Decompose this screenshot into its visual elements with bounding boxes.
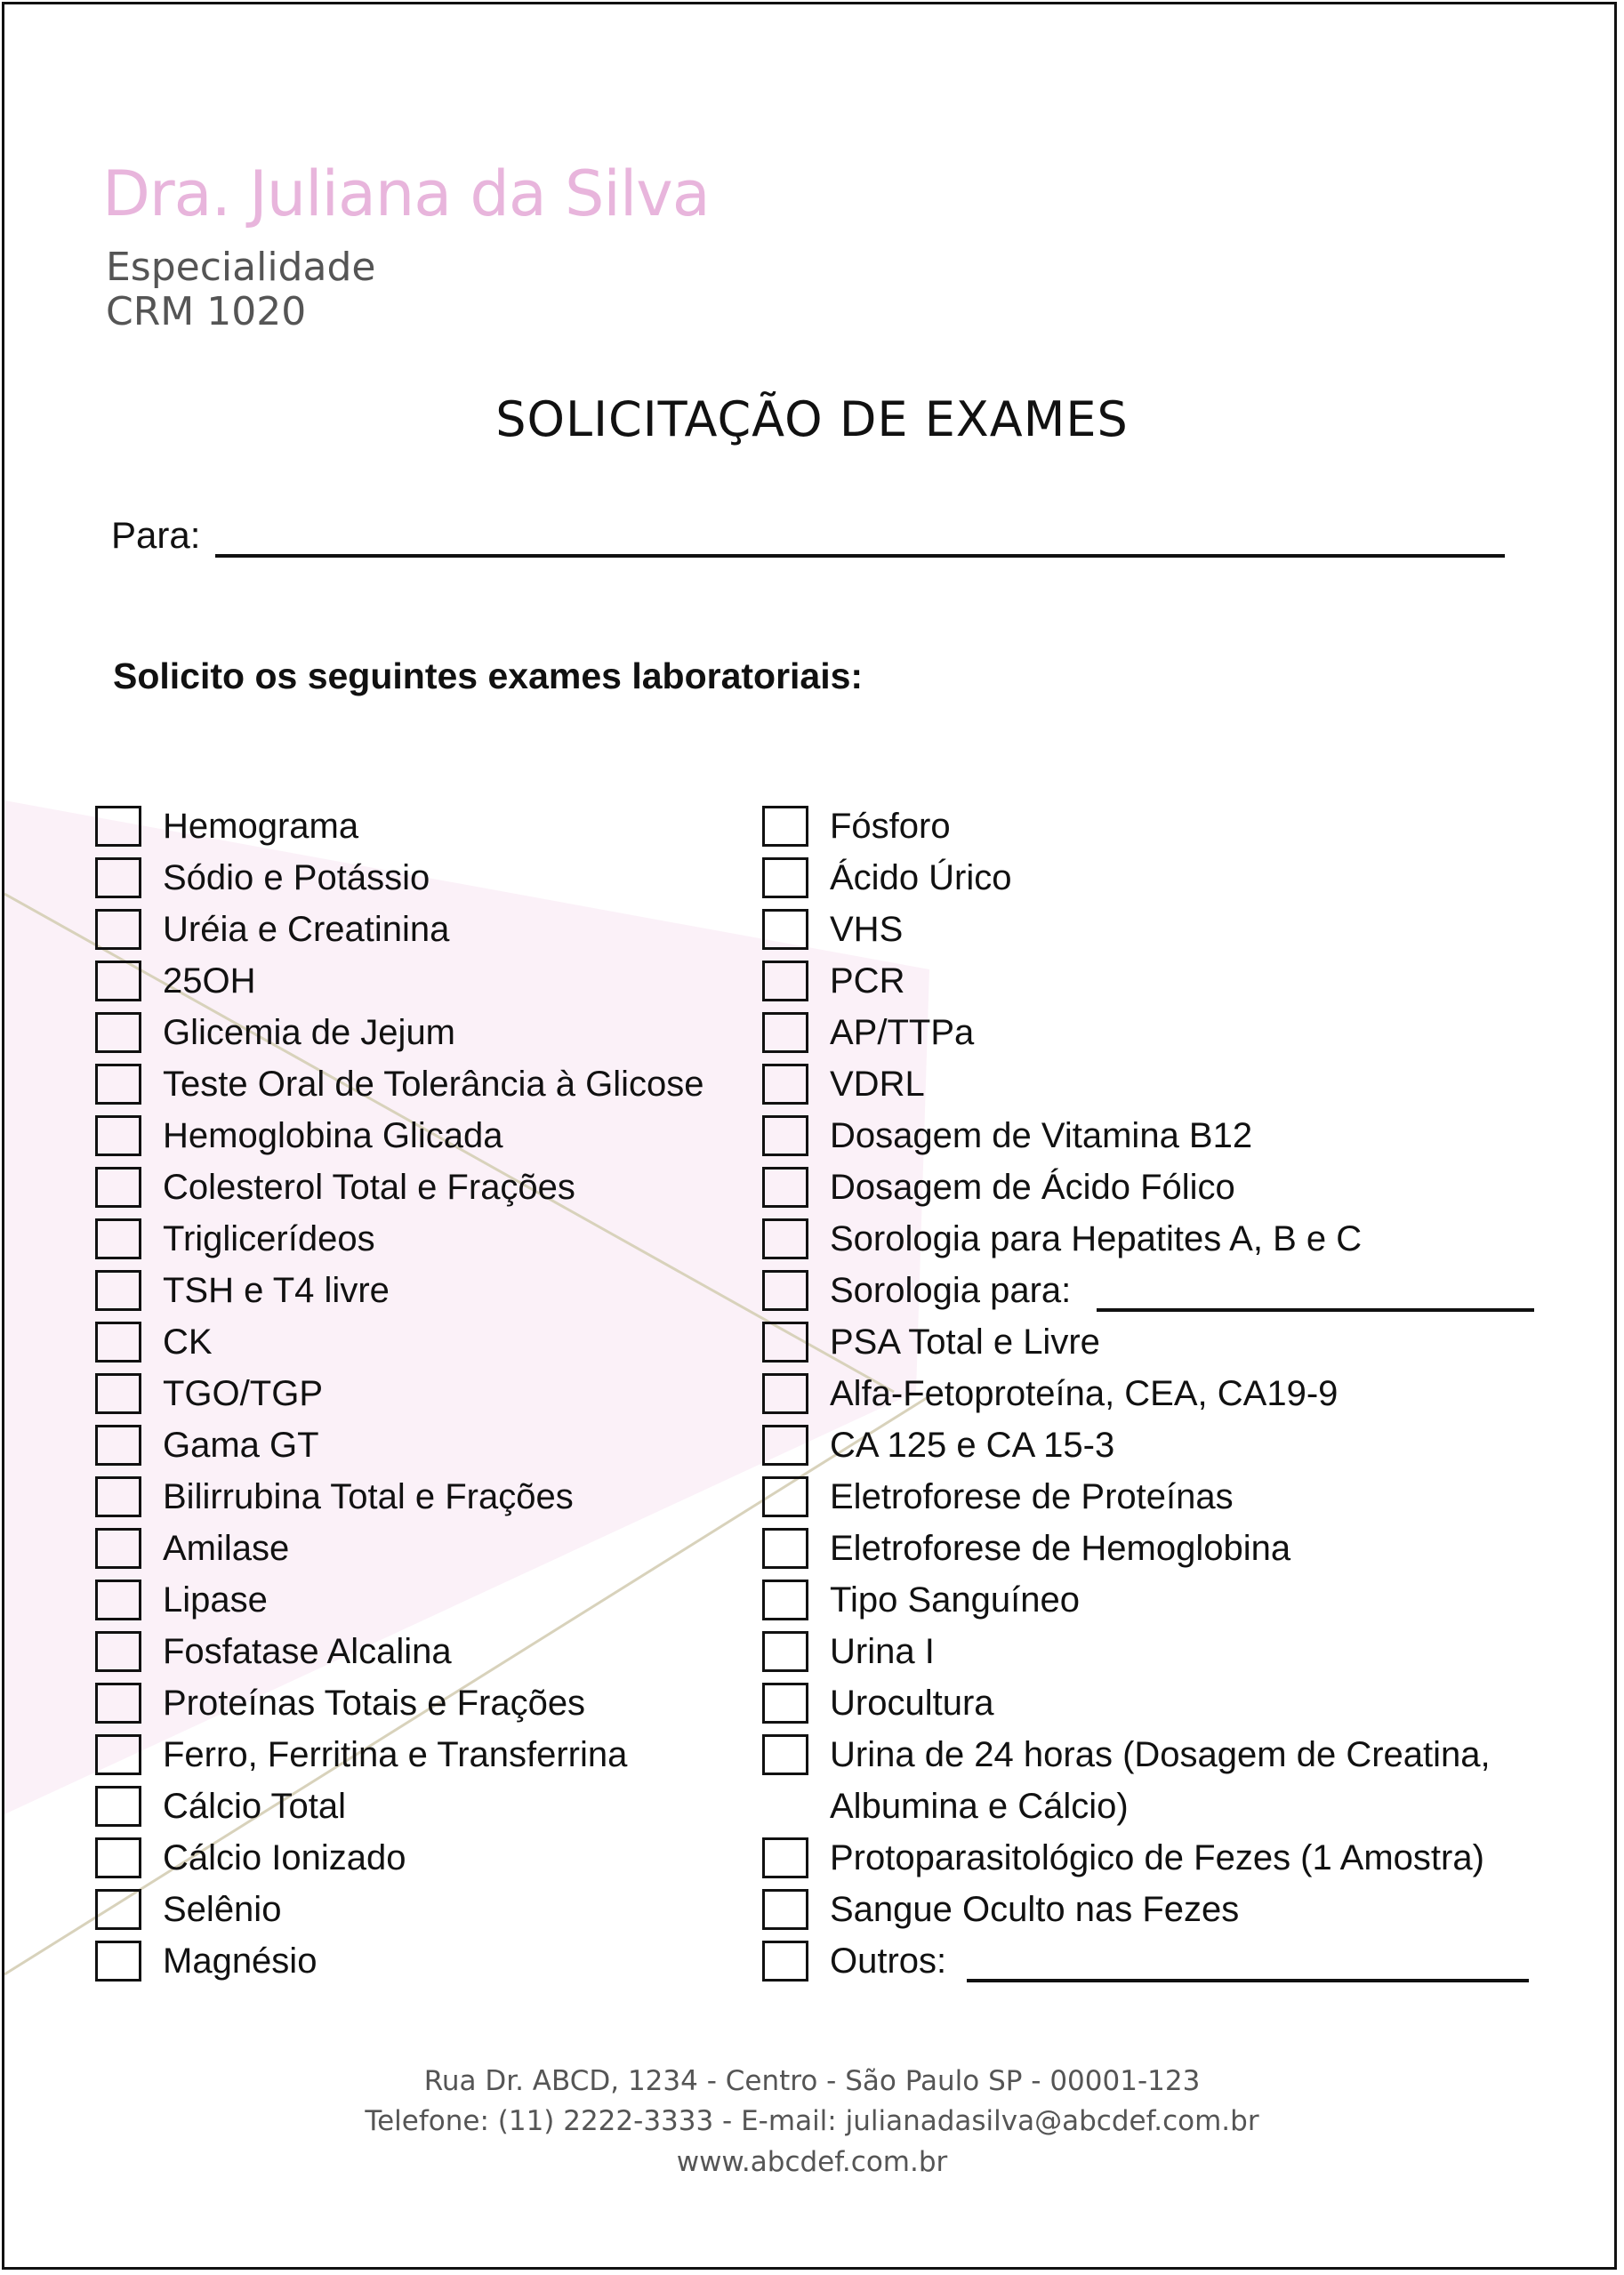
exam-label: Dosagem de Vitamina B12 (830, 1116, 1253, 1155)
exam-checkbox[interactable] (95, 909, 141, 950)
exam-label: Uréia e Creatinina (163, 910, 450, 949)
exam-label: Lipase (163, 1580, 268, 1620)
exam-checkbox[interactable] (95, 1580, 141, 1620)
exam-label: AP/TTPa (830, 1013, 975, 1052)
exam-checkbox[interactable] (95, 1631, 141, 1672)
exam-checkbox[interactable] (762, 961, 808, 1001)
exam-checkbox[interactable] (762, 1683, 808, 1724)
exam-label: Cálcio Ionizado (163, 1838, 406, 1877)
para-label: Para: (111, 514, 201, 556)
exam-checkbox[interactable] (762, 1734, 808, 1775)
exam-checkbox[interactable] (95, 1270, 141, 1311)
exam-checkbox[interactable] (762, 1373, 808, 1414)
exam-label: Amilase (163, 1529, 290, 1568)
exam-label: Sangue Oculto nas Fezes (830, 1890, 1240, 1929)
exam-label: Glicemia de Jejum (163, 1013, 456, 1052)
exam-label: Urina de 24 horas (Dosagem de Creatina, (830, 1735, 1491, 1774)
exam-checkbox[interactable] (95, 1837, 141, 1878)
exam-checkbox[interactable] (762, 909, 808, 950)
exam-label: Selênio (163, 1890, 282, 1929)
exam-checkbox[interactable] (95, 1425, 141, 1466)
exam-checkbox[interactable] (95, 1115, 141, 1156)
exam-checkbox[interactable] (762, 1012, 808, 1053)
exam-label: Fosfatase Alcalina (163, 1632, 452, 1671)
exam-label: Tipo Sanguíneo (830, 1580, 1080, 1620)
exam-checkbox[interactable] (95, 1064, 141, 1105)
sorologia-write-line[interactable] (1097, 1308, 1534, 1312)
exam-label: Outros: (830, 1941, 947, 1981)
exam-label: Dosagem de Ácido Fólico (830, 1168, 1235, 1207)
exam-checkbox[interactable] (95, 1373, 141, 1414)
exam-label: Sorologia para: (830, 1271, 1072, 1310)
exam-label: PSA Total e Livre (830, 1322, 1100, 1362)
exam-label: Alfa-Fetoproteína, CEA, CA19-9 (830, 1374, 1339, 1413)
exam-label: Hemograma (163, 807, 359, 846)
exam-label: Ferro, Ferritina e Transferrina (163, 1735, 628, 1774)
exam-checkbox[interactable] (95, 1012, 141, 1053)
exam-checkbox[interactable] (95, 961, 141, 1001)
exam-label: CK (163, 1322, 213, 1362)
exam-label: PCR (830, 961, 905, 1001)
exam-label: Eletroforese de Proteínas (830, 1477, 1234, 1516)
exam-label: Urocultura (830, 1684, 994, 1723)
exam-checkbox[interactable] (762, 1167, 808, 1208)
prescription-page (2, 2, 1617, 2270)
exam-label: Protoparasitológico de Fezes (1 Amostra) (830, 1838, 1484, 1877)
exam-checkbox[interactable] (762, 1064, 808, 1105)
exam-checkbox[interactable] (762, 1528, 808, 1569)
exam-label: Colesterol Total e Frações (163, 1168, 575, 1207)
exam-checkbox[interactable] (762, 1270, 808, 1311)
exam-checkbox[interactable] (762, 806, 808, 847)
exam-label: Urina I (830, 1632, 935, 1671)
exam-label: VDRL (830, 1065, 925, 1104)
doctor-crm: CRM 1020 (106, 289, 307, 334)
exam-label: Teste Oral de Tolerância à Glicose (163, 1065, 704, 1104)
footer-website: www.abcdef.com.br (676, 2146, 948, 2178)
exam-checkbox[interactable] (95, 857, 141, 898)
footer-contact: Telefone: (11) 2222-3333 - E-mail: julianadasilva@abcdef.com.br (365, 2105, 1259, 2137)
exam-checkbox[interactable] (762, 1425, 808, 1466)
para-field[interactable] (215, 554, 1505, 558)
exam-label: Sorologia para Hepatites A, B e C (830, 1219, 1363, 1258)
exam-checkbox[interactable] (95, 1734, 141, 1775)
footer-address: Rua Dr. ABCD, 1234 - Centro - São Paulo SP - 00001-123 (423, 2065, 1201, 2097)
exam-label: Bilirrubina Total e Frações (163, 1477, 574, 1516)
exam-checkbox[interactable] (762, 1115, 808, 1156)
exam-label: Sódio e Potássio (163, 858, 430, 897)
exam-checkbox[interactable] (762, 1218, 808, 1259)
exam-label: Triglicerídeos (163, 1219, 375, 1258)
exam-checkbox[interactable] (762, 1837, 808, 1878)
exam-checkbox[interactable] (95, 1889, 141, 1930)
exam-label: Ácido Úrico (830, 858, 1012, 897)
exam-label: Proteínas Totais e Frações (163, 1684, 586, 1723)
doctor-name: Dra. Juliana da Silva (102, 157, 710, 230)
exam-checkbox[interactable] (95, 1528, 141, 1569)
exam-checkbox[interactable] (95, 1322, 141, 1363)
exam-label: 25OH (163, 961, 256, 1001)
exam-checkbox[interactable] (762, 1322, 808, 1363)
exam-checkbox[interactable] (95, 1218, 141, 1259)
exam-checkbox[interactable] (95, 1476, 141, 1517)
exam-checkbox[interactable] (762, 1889, 808, 1930)
exam-label: CA 125 e CA 15-3 (830, 1426, 1115, 1465)
exam-checkbox[interactable] (762, 1476, 808, 1517)
exam-checkbox[interactable] (95, 1683, 141, 1724)
exam-checkbox[interactable] (95, 806, 141, 847)
exam-label: Fósforo (830, 807, 951, 846)
exam-label: Hemoglobina Glicada (163, 1116, 503, 1155)
form-title: SOLICITAÇÃO DE EXAMES (495, 391, 1129, 447)
exam-label: Gama GT (163, 1426, 319, 1465)
exam-label: Albumina e Cálcio) (830, 1787, 1129, 1826)
exam-checkbox[interactable] (95, 1167, 141, 1208)
exam-label: TSH e T4 livre (163, 1271, 390, 1310)
exam-checkbox[interactable] (95, 1941, 141, 1982)
outros-write-line[interactable] (967, 1979, 1529, 1982)
exam-checkbox[interactable] (762, 1580, 808, 1620)
exam-checkbox[interactable] (95, 1786, 141, 1827)
doctor-specialty: Especialidade (106, 245, 376, 290)
exam-checkbox[interactable] (762, 1941, 808, 1982)
exam-checkbox[interactable] (762, 857, 808, 898)
exam-label: VHS (830, 910, 904, 949)
exam-label: Cálcio Total (163, 1787, 347, 1826)
exam-checkbox[interactable] (762, 1631, 808, 1672)
request-heading: Solicito os seguintes exames laboratoriais: (113, 655, 864, 696)
exam-label: Eletroforese de Hemoglobina (830, 1529, 1291, 1568)
exam-label: TGO/TGP (163, 1374, 323, 1413)
exam-label: Magnésio (163, 1941, 318, 1981)
